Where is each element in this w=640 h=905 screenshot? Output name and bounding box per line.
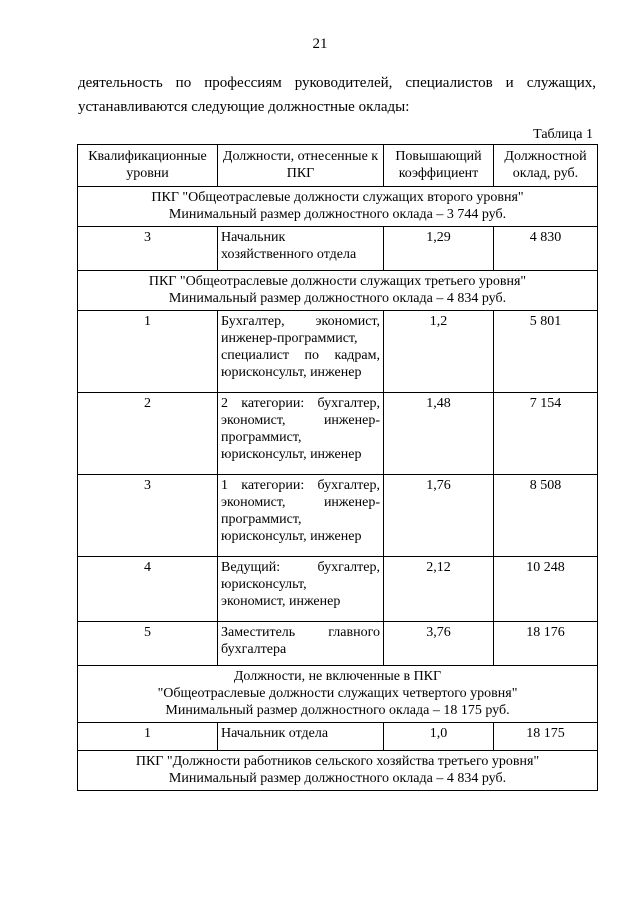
table-header-row <box>78 145 598 187</box>
position-cell <box>218 393 384 475</box>
position-cell <box>218 622 384 666</box>
level-cell: 3 <box>78 227 218 271</box>
salary-cell: 10 248 <box>494 557 598 622</box>
level-cell: 1 <box>78 723 218 751</box>
salary-table <box>77 144 598 791</box>
level-cell: 4 <box>78 557 218 622</box>
position-line: экономист, инженер- <box>221 495 380 510</box>
header-positions: Должности, отнесенные к ПКГ <box>218 145 384 187</box>
position-line: Начальник <box>221 230 286 245</box>
coefficient-cell: 2,12 <box>384 557 494 622</box>
position-cell <box>218 475 384 557</box>
position-line: 1 категории: бухгалтер, <box>221 478 380 493</box>
coefficient-cell: 1,0 <box>384 723 494 751</box>
position-line: программист, <box>221 512 302 527</box>
position-line: программист, <box>221 430 302 445</box>
coefficient-cell: 1,29 <box>384 227 494 271</box>
table-row <box>78 723 598 751</box>
position-cell <box>218 227 384 271</box>
level-cell: 3 <box>78 475 218 557</box>
group-title-line: Должности, не включенные в ПКГ <box>233 669 442 684</box>
position-line: Заместитель главного <box>221 625 380 640</box>
header-qualification-levels: Квалификационные уровни <box>78 145 218 187</box>
group-row <box>78 187 598 227</box>
group-title-line: ПКГ "Общеотраслевые должности служащих третьего уровня" <box>148 274 527 289</box>
group-title-line: ПКГ "Должности работников сельского хозяйства третьего уровня" <box>135 754 540 769</box>
coefficient-cell: 1,48 <box>384 393 494 475</box>
table-row <box>78 393 598 475</box>
group-title <box>78 751 598 791</box>
table-row <box>78 227 598 271</box>
level-cell: 2 <box>78 393 218 475</box>
intro-paragraph <box>78 71 596 119</box>
position-line: юрисконсульт, инженер <box>221 365 362 380</box>
group-title-line: Минимальный размер должностного оклада – 4 834 руб. <box>168 291 507 306</box>
table-row <box>78 622 598 666</box>
group-title-line: "Общеотраслевые должности служащих четвертого уровня" <box>157 686 518 701</box>
position-line: юрисконсульт, инженер <box>221 529 362 544</box>
position-line: инженер-программист, <box>221 331 358 346</box>
position-line: экономист, инженер <box>221 594 341 609</box>
position-cell <box>218 311 384 393</box>
position-line: юрисконсульт, <box>221 577 307 592</box>
group-title <box>78 187 598 227</box>
intro-line-2: устанавливаются следующие должностные оклады: <box>78 99 410 115</box>
header-salary: Должностной оклад, руб. <box>494 145 598 187</box>
header-coefficient: Повышающий коэффициент <box>384 145 494 187</box>
table-caption: Таблица 1 <box>533 127 593 142</box>
table-row <box>78 557 598 622</box>
group-row <box>78 271 598 311</box>
position-line: 2 категории: бухгалтер, <box>221 396 380 411</box>
position-line: Бухгалтер, экономист, <box>221 314 380 329</box>
salary-cell: 18 176 <box>494 622 598 666</box>
group-title-line: Минимальный размер должностного оклада – 4 834 руб. <box>168 771 507 786</box>
level-cell: 5 <box>78 622 218 666</box>
coefficient-cell: 1,76 <box>384 475 494 557</box>
position-cell <box>218 723 384 751</box>
level-cell: 1 <box>78 311 218 393</box>
position-line: специалист по кадрам, <box>221 348 380 363</box>
table-row <box>78 311 598 393</box>
position-line: экономист, инженер- <box>221 413 380 428</box>
group-title-line: Минимальный размер должностного оклада – 3 744 руб. <box>168 207 507 222</box>
salary-cell: 7 154 <box>494 393 598 475</box>
page-number: 21 <box>312 36 328 52</box>
intro-line-1: деятельность по профессиям руководителей, специалистов и служащих, <box>78 75 596 91</box>
position-line: Начальник отдела <box>221 726 329 741</box>
salary-cell: 8 508 <box>494 475 598 557</box>
salary-cell: 18 175 <box>494 723 598 751</box>
salary-cell: 5 801 <box>494 311 598 393</box>
group-row <box>78 666 598 723</box>
position-cell <box>218 557 384 622</box>
group-row <box>78 751 598 791</box>
group-title-line: ПКГ "Общеотраслевые должности служащих второго уровня" <box>151 190 524 205</box>
table-row <box>78 475 598 557</box>
salary-cell: 4 830 <box>494 227 598 271</box>
position-line: Ведущий: бухгалтер, <box>221 560 380 575</box>
group-title <box>78 666 598 723</box>
group-title-line: Минимальный размер должностного оклада – 18 175 руб. <box>165 703 510 718</box>
position-line: бухгалтера <box>221 642 287 657</box>
coefficient-cell: 3,76 <box>384 622 494 666</box>
coefficient-cell: 1,2 <box>384 311 494 393</box>
position-line: хозяйственного отдела <box>221 247 357 262</box>
group-title <box>78 271 598 311</box>
position-line: юрисконсульт, инженер <box>221 447 362 462</box>
